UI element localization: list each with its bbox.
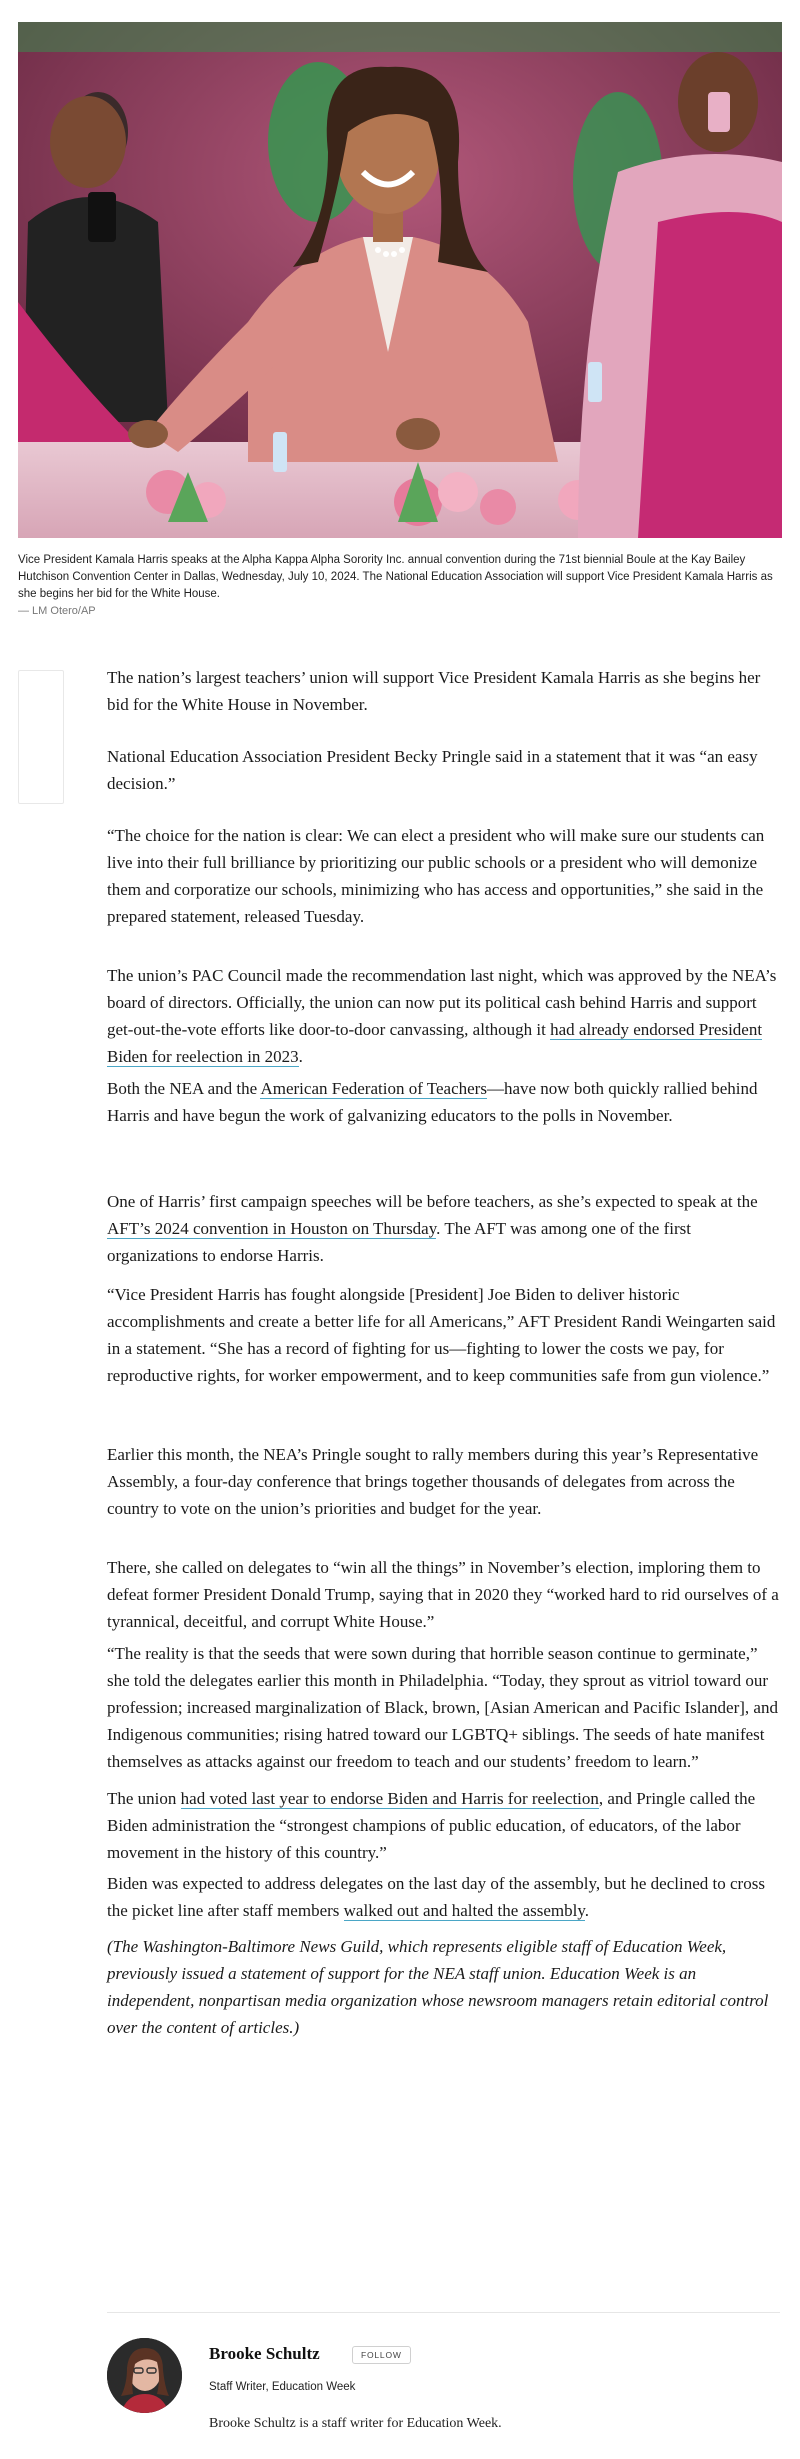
paragraph-4 bbox=[107, 962, 780, 1070]
divider bbox=[107, 2312, 780, 2313]
paragraph-3 bbox=[107, 822, 780, 930]
author-name[interactable]: Brooke Schultz bbox=[209, 2344, 320, 2363]
photo-caption: Vice President Kamala Harris speaks at the Alpha Kappa Alpha Sorority Inc. annual convention during the 71st biennial Boule at the Kay Bailey Hutchison Convention Center in Dallas, Wednesday, July 10, 2024. The National Education Association will support Vice President Kamala Harris as she begins her bid for the White House. bbox=[18, 554, 773, 600]
paragraph-5-pre: Both the NEA and the bbox=[107, 1079, 261, 1098]
author-card bbox=[107, 2338, 780, 2431]
author-avatar[interactable] bbox=[107, 2338, 182, 2413]
paragraph-12-post: . bbox=[584, 1901, 589, 1920]
editor-note: (The Washington-Baltimore News Guild, which represents eligible staff of Education Week, previously issued a statement of support for the NEA staff union. Education Week is an independent, nonpartisan media organization whose newsroom managers retain editorial control over the content of articles.) bbox=[107, 1937, 769, 2037]
paragraph-3-text: “The choice for the nation is clear: We can elect a president who will make sure our students can live into their full brilliance by prioritizing our public schools or a president who will demonize them and corporatize our schools, minimizing who has access and opportunities,” she said in the prepared statement, released Tuesday. bbox=[107, 826, 765, 926]
paragraph-6-post: . The AFT was among one of the first organizations to endorse Harris. bbox=[107, 1219, 691, 1265]
paragraph-5 bbox=[107, 1075, 780, 1129]
link-walked-out[interactable]: walked out and halted the assembly bbox=[343, 1901, 585, 1920]
link-endorse-biden-harris[interactable]: had voted last year to endorse Biden and Harris for reelection bbox=[180, 1789, 599, 1808]
paragraph-5-post: —have now both quickly rallied behind Harris and have begun the work of galvanizing educators to the polls in November. bbox=[107, 1079, 758, 1125]
paragraph-6-pre: One of Harris’ first campaign speeches will be before teachers, as she’s expected to speak at the bbox=[107, 1192, 758, 1211]
paragraph-8: Earlier this month, the NEA’s Pringle sought to rally members during this year’s Representative Assembly, a four-day conference that brings together thousands of delegates from across the country to vote on the union’s priorities and budget for the year. bbox=[107, 1445, 759, 1518]
follow-button[interactable]: FOLLOW bbox=[352, 2346, 411, 2364]
paragraph-9: There, she called on delegates to “win all the things” in November’s election, imploring them to defeat former President Donald Trump, saying that in 2020 they “worked hard to rid ourselves of a tyrannical, deceitful, and corrupt White House.” bbox=[107, 1558, 779, 1631]
paragraph-11-pre: The union bbox=[107, 1789, 181, 1808]
photo-credit: — LM Otero/AP bbox=[18, 605, 96, 617]
link-biden-reelection-2023[interactable]: had already endorsed President Biden for reelection in 2023 bbox=[107, 1020, 763, 1066]
hero-photo bbox=[18, 22, 782, 538]
author-role: Staff Writer, Education Week bbox=[209, 2381, 356, 2393]
paragraph-12 bbox=[107, 1870, 780, 1924]
paragraph-6 bbox=[107, 1188, 780, 1269]
paragraph-11-post: , and Pringle called the Biden administration the “strongest champions of public education, of educators, of the labor movement in the history of this country.” bbox=[107, 1789, 756, 1862]
author-bio: Brooke Schultz is a staff writer for Education Week. bbox=[209, 2416, 502, 2431]
paragraph-4-text: The union’s PAC Council made the recommendation last night, which was approved by the NEA’s board of directors. Officially, the union can now put its political cash behind Harris and support get-out-the-vote efforts like door-to-door canvassing, although it bbox=[107, 966, 777, 1039]
link-aft-convention[interactable]: AFT’s 2024 convention in Houston on Thursday bbox=[107, 1219, 437, 1238]
paragraph-1: The nation’s largest teachers’ union will support Vice President Kamala Harris as she begins her bid for the White House in November. bbox=[107, 668, 761, 714]
paragraph-10: “The reality is that the seeds that were sown during that horrible season continue to germinate,” she told the delegates earlier this month in Philadelphia. “Today, they sprout as vitriol toward our profession; increased marginalization of Black, brown, [Asian American and Pacific Islander], and Indigenous communities; rising hatred toward our LGBTQ+ siblings. The seeds of hate manifest themselves as attacks against our freedom to teach and our students’ freedom to learn.” bbox=[107, 1644, 778, 1771]
paragraph-4-end: . bbox=[298, 1047, 303, 1066]
paragraph-11 bbox=[107, 1785, 780, 1866]
paragraph-2: National Education Association President Becky Pringle said in a statement that it was “an easy decision.” bbox=[107, 747, 758, 793]
paragraph-7: “Vice President Harris has fought alongside [President] Joe Biden to deliver historic accomplishments and create a better life for all Americans,” AFT President Randi Weingarten said in a statement. “She has a record of fighting for us—fighting to lower the costs we pay, for reproductive rights, for worker empowerment, and to keep communities safe from gun violence.” bbox=[107, 1285, 776, 1385]
paragraph-12-pre: Biden was expected to address delegates on the last day of the assembly, but he declined to cross the picket line after staff members bbox=[107, 1874, 765, 1920]
link-american-federation-of-teachers[interactable]: American Federation of Teachers bbox=[260, 1079, 487, 1098]
share-rail bbox=[18, 670, 64, 804]
